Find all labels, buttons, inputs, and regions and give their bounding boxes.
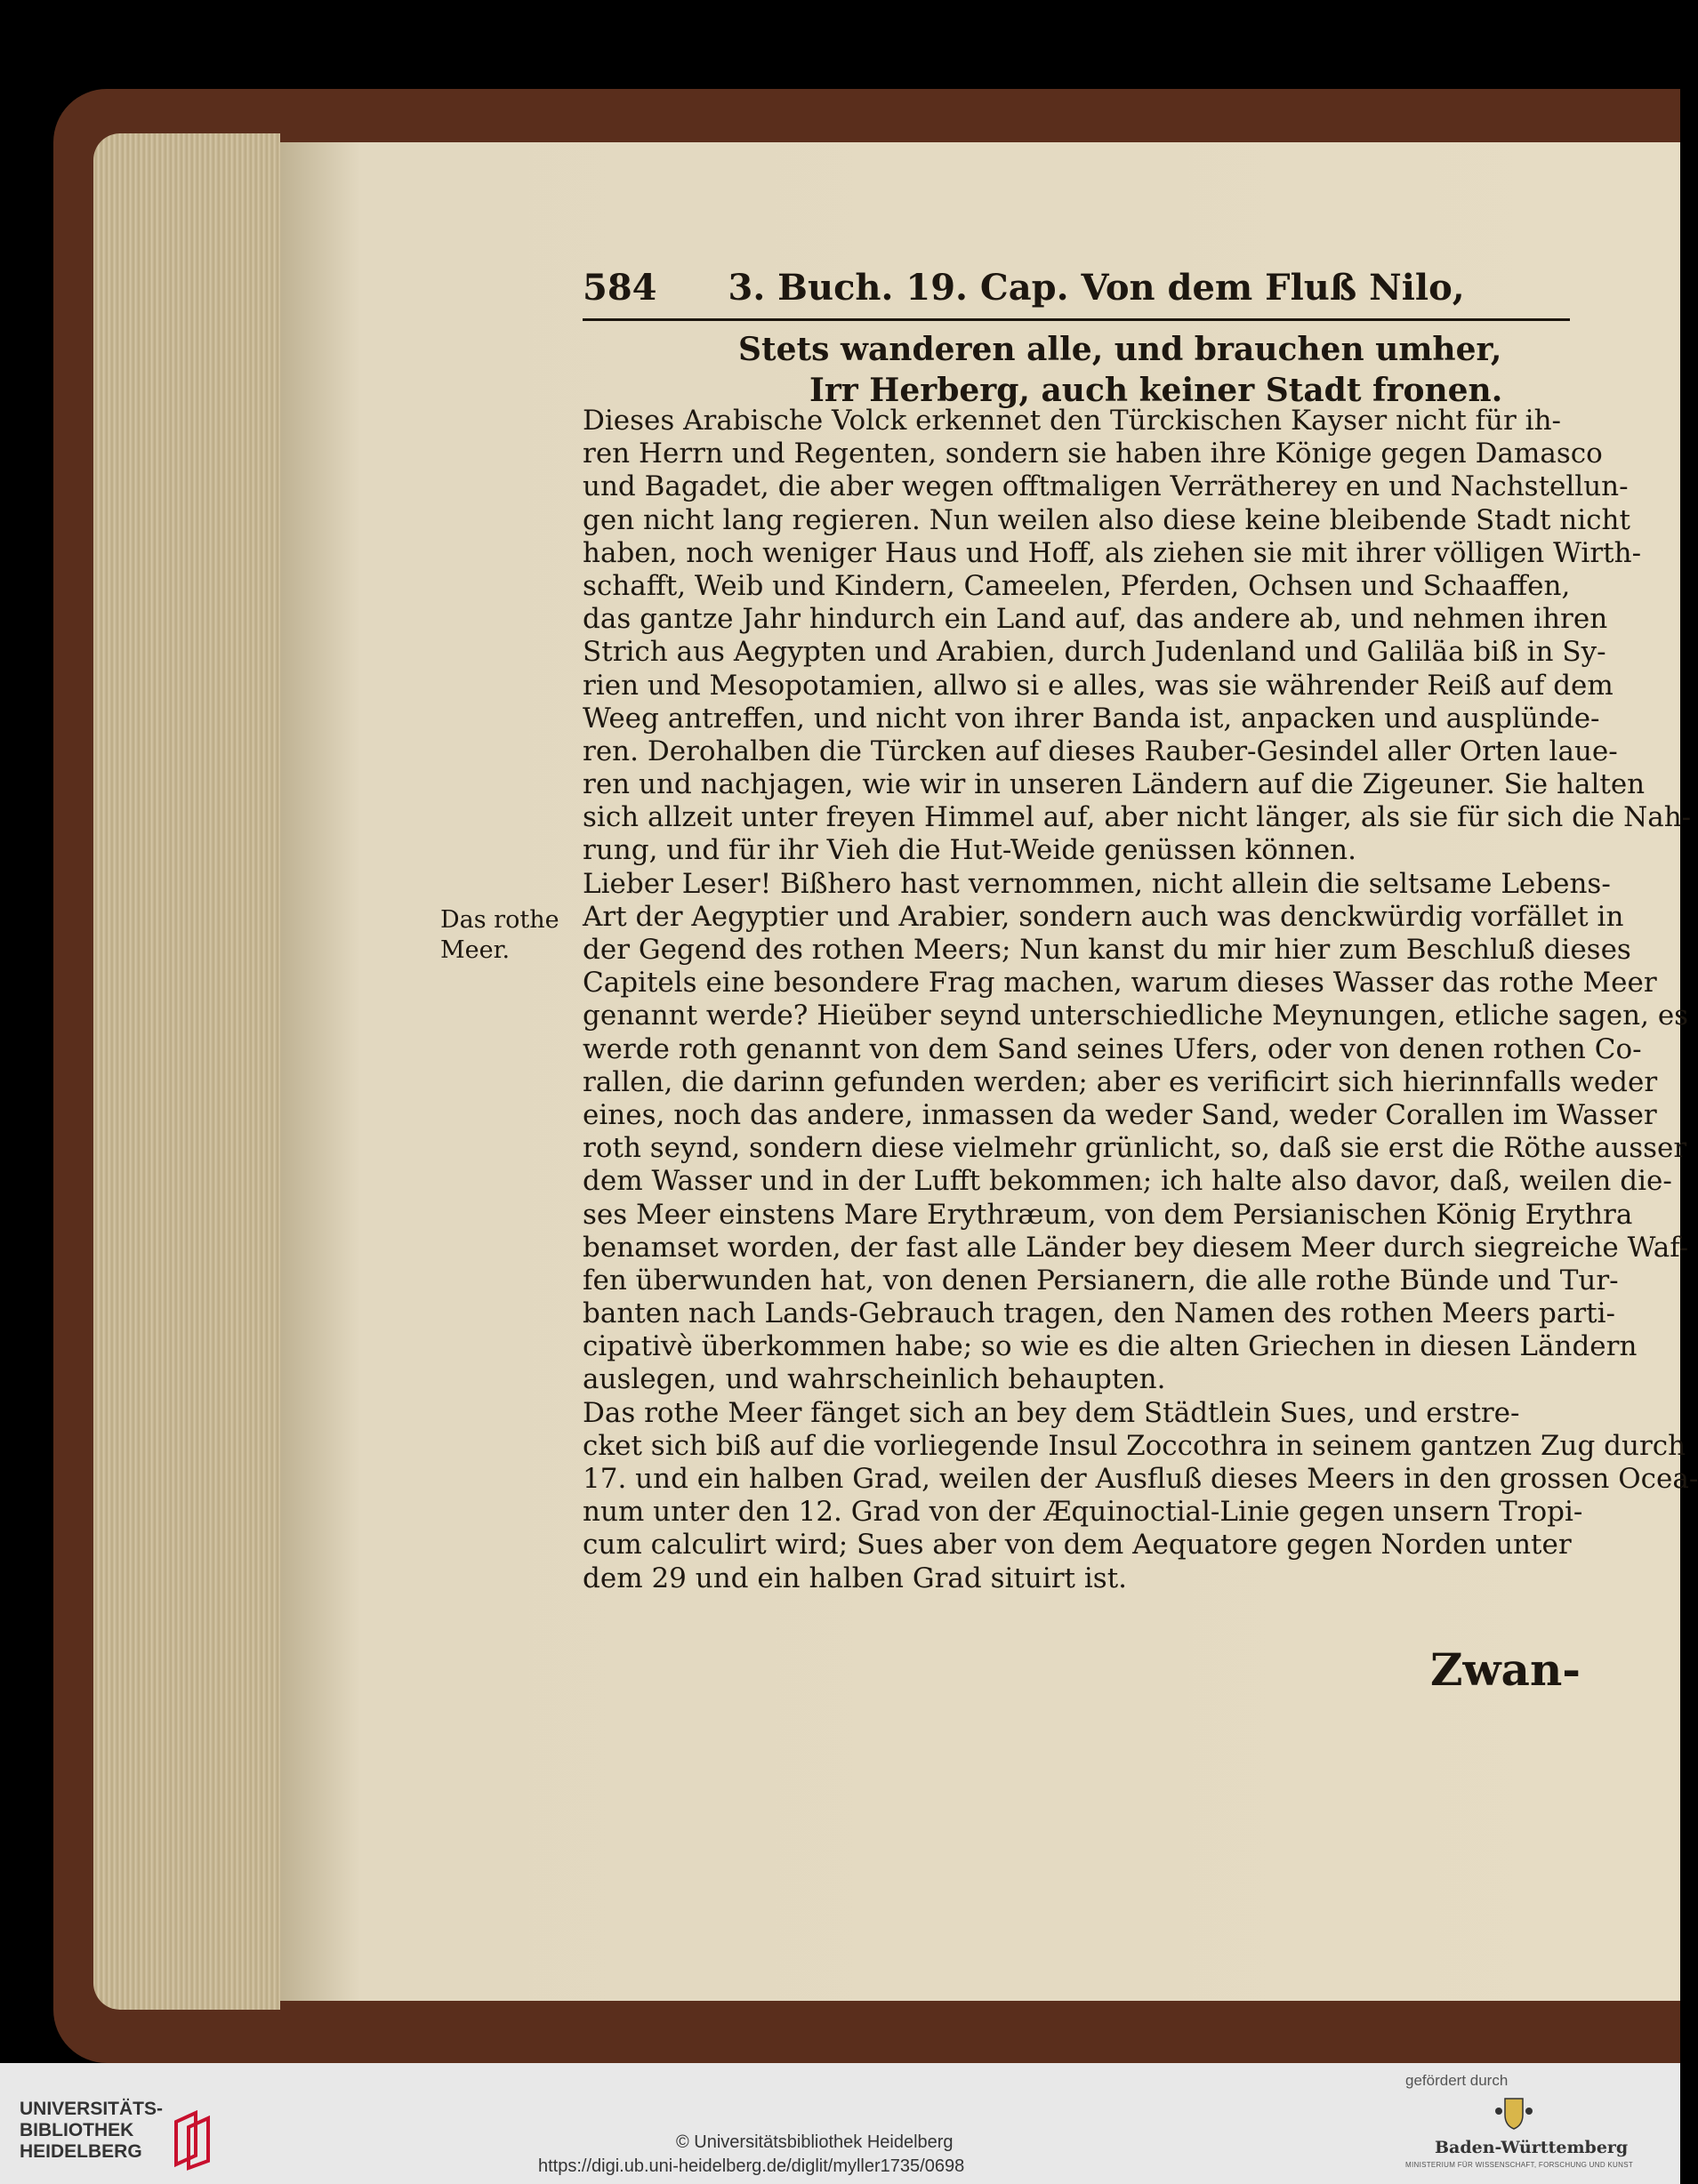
text-line: cipativè überkommen habe; so wie es die alten Griechen in diesen Ländern [583,1330,1638,1363]
text-line: genannt werde? Hieüber seynd unterschiedliche Meynungen, etliche sagen, es [583,1000,1689,1032]
page-edges [93,133,280,2010]
running-head [583,267,1570,322]
viewer-footer [0,2063,1680,2184]
text-line: Dieses Arabische Volck erkennet den Türckischen Kayser nicht für ih- [583,405,1562,437]
text-line: dem Wasser und in der Lufft bekommen; ich halte also davor, daß, weilen die- [583,1165,1672,1198]
text-line: cket sich biß auf die vorliegende Insul Zoccothra in seinem gantzen Zug durch [583,1429,1686,1462]
running-title: 3. Buch. 19. Cap. Von dem Fluß Nilo, [728,267,1465,309]
text-line: schafft, Weib und Kindern, Cameelen, Pferden, Ochsen und Schaaffen, [583,569,1571,602]
text-line: auslegen, und wahrscheinlich behaupten. [583,1363,1166,1396]
text-line: eines, noch das andere, inmassen da weder Sand, weder Corallen im Wasser [583,1098,1657,1131]
text-line: 17. und ein halben Grad, weilen der Ausfluß dieses Meers in den grossen Ocea- [583,1463,1698,1495]
text-line: ren und nachjagen, wie wir in unseren Ländern auf die Zigeuner. Sie halten [583,768,1646,801]
library-logo-icon [169,2109,231,2172]
margin-note [440,905,583,966]
text-line: gen nicht lang regieren. Nun weilen also diese keine bleibende Stadt nicht [583,503,1630,536]
text-line: ren. Derohalben die Türcken auf dieses Rauber-Gesindel aller Orten laue- [583,735,1618,767]
text-line: und Bagadet, die aber wegen offtmaligen Verrätherey en und Nachstellun- [583,470,1629,503]
copyright-text: © Universitätsbibliothek Heidelberg [676,2132,954,2152]
coat-of-arms-icon [1494,2095,1533,2131]
page-number: 584 [583,267,657,309]
text-line: banten nach Lands-Gebrauch tragen, den Namen des rothen Meers parti- [583,1297,1616,1330]
margin-note-line: Meer. [440,936,511,964]
text-line: ses Meer einstens Mare Erythræum, von dem Persianischen König Erythra [583,1198,1633,1231]
text-line: ren Herrn und Regenten, sondern sie haben ihre Könige gegen Damasco [583,438,1603,470]
verse-block [583,331,1570,413]
margin-note-line: Das rothe [440,906,559,934]
text-line: Art der Aegyptier und Arabier, sondern auch was denckwürdig vorfället in [583,900,1624,933]
library-name-line: BIBLIOTHEK [20,2120,134,2140]
text-line: roth seynd, sondern diese vielmehr grünlicht, so, daß sie erst die Röthe ausser [583,1132,1687,1165]
text-line: haben, noch weniger Haus und Hoff, als ziehen sie mit ihrer völligen Wirth- [583,536,1642,569]
text-line: Lieber Leser! Bißhero hast vernommen, nicht allein die seltsame Lebens- [583,867,1611,900]
library-name [20,2099,163,2163]
text-line: das gantze Jahr hindurch ein Land auf, das andere ab, und nehmen ihren [583,603,1608,636]
text-line: dem 29 und ein halben Grad situirt ist. [583,1562,1128,1594]
body-text [583,405,1698,1595]
text-line: rallen, die darinn gefunden werden; aber es verificirt sich hierinnfalls weder [583,1065,1658,1098]
text-line: benamset worden, der fast alle Länder bey diesem Meer durch siegreiche Waf- [583,1231,1689,1264]
permalink[interactable]: https://digi.ub.uni-heidelberg.de/diglit/myller1735/0698 [538,2156,965,2176]
text-line: rien und Mesopotamien, allwo si e alles, was sie währender Reiß auf dem [583,669,1614,702]
funder-name: Baden-Württemberg [1435,2138,1629,2157]
library-name-line: UNIVERSITÄTS- [20,2099,164,2119]
text-line: sich allzeit unter freyen Himmel auf, aber nicht länger, als sie für sich die Nah- [583,801,1692,834]
text-line: fen überwunden hat, von denen Persianern, die alle rothe Bünde und Tur- [583,1264,1619,1297]
funded-by-label: gefördert durch [1405,2072,1509,2089]
library-name-line: HEIDELBERG [20,2141,142,2162]
text-line: Das rothe Meer fänget sich an bey dem Städtlein Sues, und erstre- [583,1396,1520,1429]
verse-line: Stets wanderen alle, und brauchen umher, [738,331,1502,368]
text-line: der Gegend des rothen Meers; Nun kanst du mir hier zum Beschluß dieses [583,934,1631,966]
text-line: Weeg antreffen, und nicht von ihrer Banda ist, anpacken und ausplünde- [583,702,1600,735]
text-line: cum calculirt wird; Sues aber von dem Aequatore gegen Norden unter [583,1529,1572,1562]
head-rule [583,318,1570,321]
text-line: werde roth genannt von dem Sand seines Ufers, oder von denen rothen Co- [583,1032,1642,1065]
text-line: Strich aus Aegypten und Arabien, durch Judenland und Galiläa biß in Sy- [583,636,1606,669]
text-line: rung, und für ihr Vieh die Hut-Weide genüssen können. [583,834,1356,867]
text-line: Capitels eine besondere Frag machen, warum dieses Wasser das rothe Meer [583,967,1657,1000]
catchword: Zwan- [1430,1643,1581,1696]
funder-ministry: MINISTERIUM FÜR WISSENSCHAFT, FORSCHUNG UND KUNST [1405,2161,1634,2169]
text-line: num unter den 12. Grad von der Æquinoctial-Linie gegen unsern Tropi- [583,1496,1583,1529]
verse-line: Irr Herberg, auch keiner Stadt fronen. [809,372,1503,409]
